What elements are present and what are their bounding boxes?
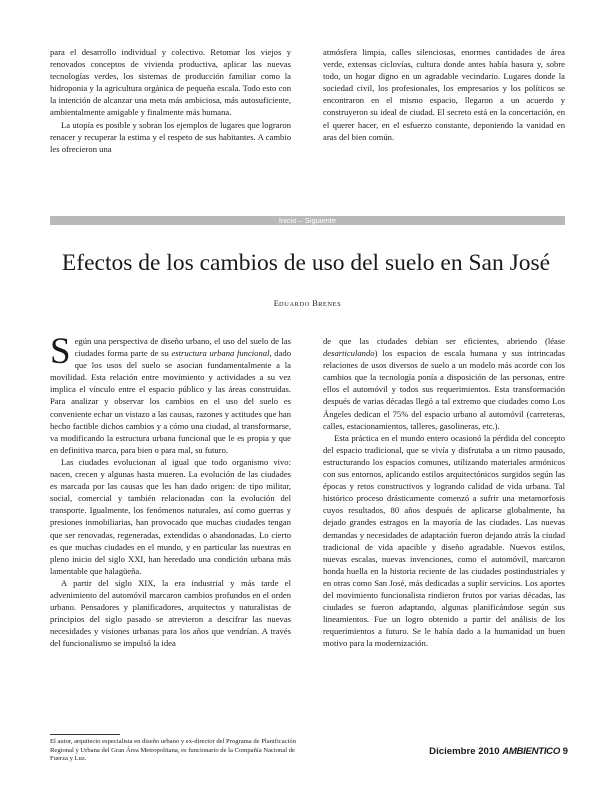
- article-title: Efectos de los cambios de uso del suelo en San José: [61, 250, 551, 276]
- continued-text-right-column: [323, 46, 565, 143]
- nav-home-link[interactable]: Inicio: [278, 216, 297, 225]
- paragraph: [323, 335, 565, 432]
- nav-separator: –: [296, 216, 305, 225]
- magazine-name: AMBIENTICO: [502, 746, 560, 757]
- text-run: de que las ciudades debían ser eficientes, abriendo (léase: [323, 336, 565, 346]
- author-footnote: El autor, arquitecto especialista en diseño urbano y ex-director del Programa de Planificación Regional y Urbana del Gran Área Metropolitana, es funcionario de la Compañía Nacional de Fuerza y Luz.: [50, 738, 296, 763]
- author-name-part: DUARDO: [279, 301, 310, 308]
- text-run: egún una perspectiva de diseño urbano, el uso del suelo de las ciudades forma parte de su: [74, 336, 291, 359]
- paragraph: Esta práctica en el mundo entero ocasionó la pérdida del concepto del espacio tradicional, que se vivía y disfrutaba a un ritmo pausado, estructurando los espacios comunes, utilizando materiales armónicos con sus entornos, aplicando estilos arquitectónicos surgidos según las épocas y retos constructivos y logrando calidad de vida urbana. Tal histórico proceso drásticamente comenzó a sufrir una metamorfosis cuyos resultados, 80 años después de aplicarse globalmente, ha dejado grandes estragos en la mayoría de las ciudades. Las nuevas demandas y necesidades de adaptación fueron dejando atrás la ciudad tradicional de vida apacible y diseño agradable. Nuevos estilos, nuevas escalas, nuevas invenciones, como el automóvil, marcaron honda huella en la historia reciente de las ciudades postindustriales y en otras como San José, más dedicadas a suplir servicios. Los aportes del movimiento funcionalista rindieron frutos por varias décadas, las ciudades se fueron adaptando, algunas planificándose según sus lineamientos. Fue un logro obtenido a partir del análisis de los requerimientos a futuro. Se le había dado a la humanidad un buen motivo para la modernización.: [323, 432, 565, 649]
- issue-date: Diciembre 2010: [429, 746, 500, 757]
- text-run: , dado que los usos del suelo se asocian fundamentalmente a la movilidad. Esta relación entre movimiento y actividades a su vez implica el vínculo entre el espacio público y las áreas construidas. Para analizar y observar los cambios en el uso del suelo es conveniente echar un vistazo a las causas, razones y actitudes que han hecho factible dichos cambios y a cómo una ciudad, al transformarse, va modificando la estructura urbana funcional que le es propia y que en definitiva marca, para bien o para mal, su futuro.: [50, 348, 291, 455]
- paragraph: A partir del siglo XIX, la era industrial y más tarde el advenimiento del automóvil marcaron cambios profundos en el orden urbano. Pensadores y planificadores, arquitectos y naturalistas de principios del siglo pasado se atrevieron a descifrar las nuevas necesidades y visiones urbanas para los años que vendrían. A través del funcionalismo se impulsó la idea: [50, 577, 291, 649]
- paragraph: [50, 331, 291, 456]
- page-number: 9: [562, 746, 568, 757]
- page-footer: [418, 746, 568, 757]
- drop-cap: S: [50, 331, 71, 372]
- article-body-left-column: [50, 331, 291, 649]
- author-name-part: RENES: [318, 301, 342, 308]
- italic-term: desarticulando: [323, 348, 375, 359]
- footnote-divider: [50, 734, 120, 735]
- paragraph: atmósfera limpia, calles silenciosas, enormes cantidades de área verde, extensas ciclovías, cultura donde antes había basura y, sobre todo, un hogar digno en un agradable vecindario. Lugares donde la sociedad civil, los profesionales, los empresarios y los políticos se encontraron en el mismo espacio, llegaron a un acuerdo y construyeron su ideal de ciudad. El secreto está en la concertación, en el querer hacer, en el esfuerzo constante, deponiendo la vanidad en aras del bien común.: [323, 47, 565, 142]
- paragraph: La utopía es posible y sobran los ejemplos de lugares que lograron renacer y recuperar la estima y el respeto de sus habitantes. A cambio les ofrecieron una: [50, 119, 291, 154]
- paragraph: Las ciudades evolucionan al igual que todo organismo vivo: nacen, crecen y algunas hasta mueren. La evolución de las ciudades es marcada por las causas que les han dado origen: de tipo militar, social, comercial y también relacionadas con la evolución del transporte. Igualmente, los fenómenos naturales, así como guerras y presiones inmobiliarias, han provocado que muchas ciudades tengan que ser renovadas, regeneradas, extendidas o abandonadas. Lo cierto es que muchas ciudades en el mundo, y en particular las nuestras en pleno inicio del siglo XXI, han heredado una condición urbana más lamentable que halagüeña.: [50, 456, 291, 576]
- nav-next-link[interactable]: Siguiente: [304, 216, 337, 225]
- text-run: ) los espacios de escala humana y sus intrincadas relaciones de usos diversos de suelo a un modelo más acorde con los cambios que la tecnología ponía a disposición de las personas, entre ellos el automóvil y todos sus requerimientos. Esta transformación después de varias décadas llegó a tal extremo que ciudades como Los Ángeles dedican el 75% del espacio urbano al automóvil (carreteras, calles, estacionamientos, talleres, gasolineras, etc.).: [323, 348, 565, 431]
- article-author: [50, 299, 565, 308]
- paragraph: para el desarrollo individual y colectivo. Retomar los viejos y renovados conceptos de vivienda productiva, aplicar las nuevas tecnologías verdes, los sistemas de producción familiar como la hidroponia y la agricultura orgánica de pequeña escala. Todo esto con la intención de alcanzar una meta más ambiciosa, más autosuficiente, ambientalmente amigable y finalmente más humana.: [50, 47, 291, 118]
- navigation-bar: [50, 216, 565, 225]
- italic-term: estructura urbana funcional: [171, 348, 270, 359]
- author-initial: E: [273, 299, 280, 308]
- author-initial: B: [312, 299, 319, 308]
- continued-text-left-column: [50, 46, 291, 155]
- article-body-right-column: [323, 335, 565, 649]
